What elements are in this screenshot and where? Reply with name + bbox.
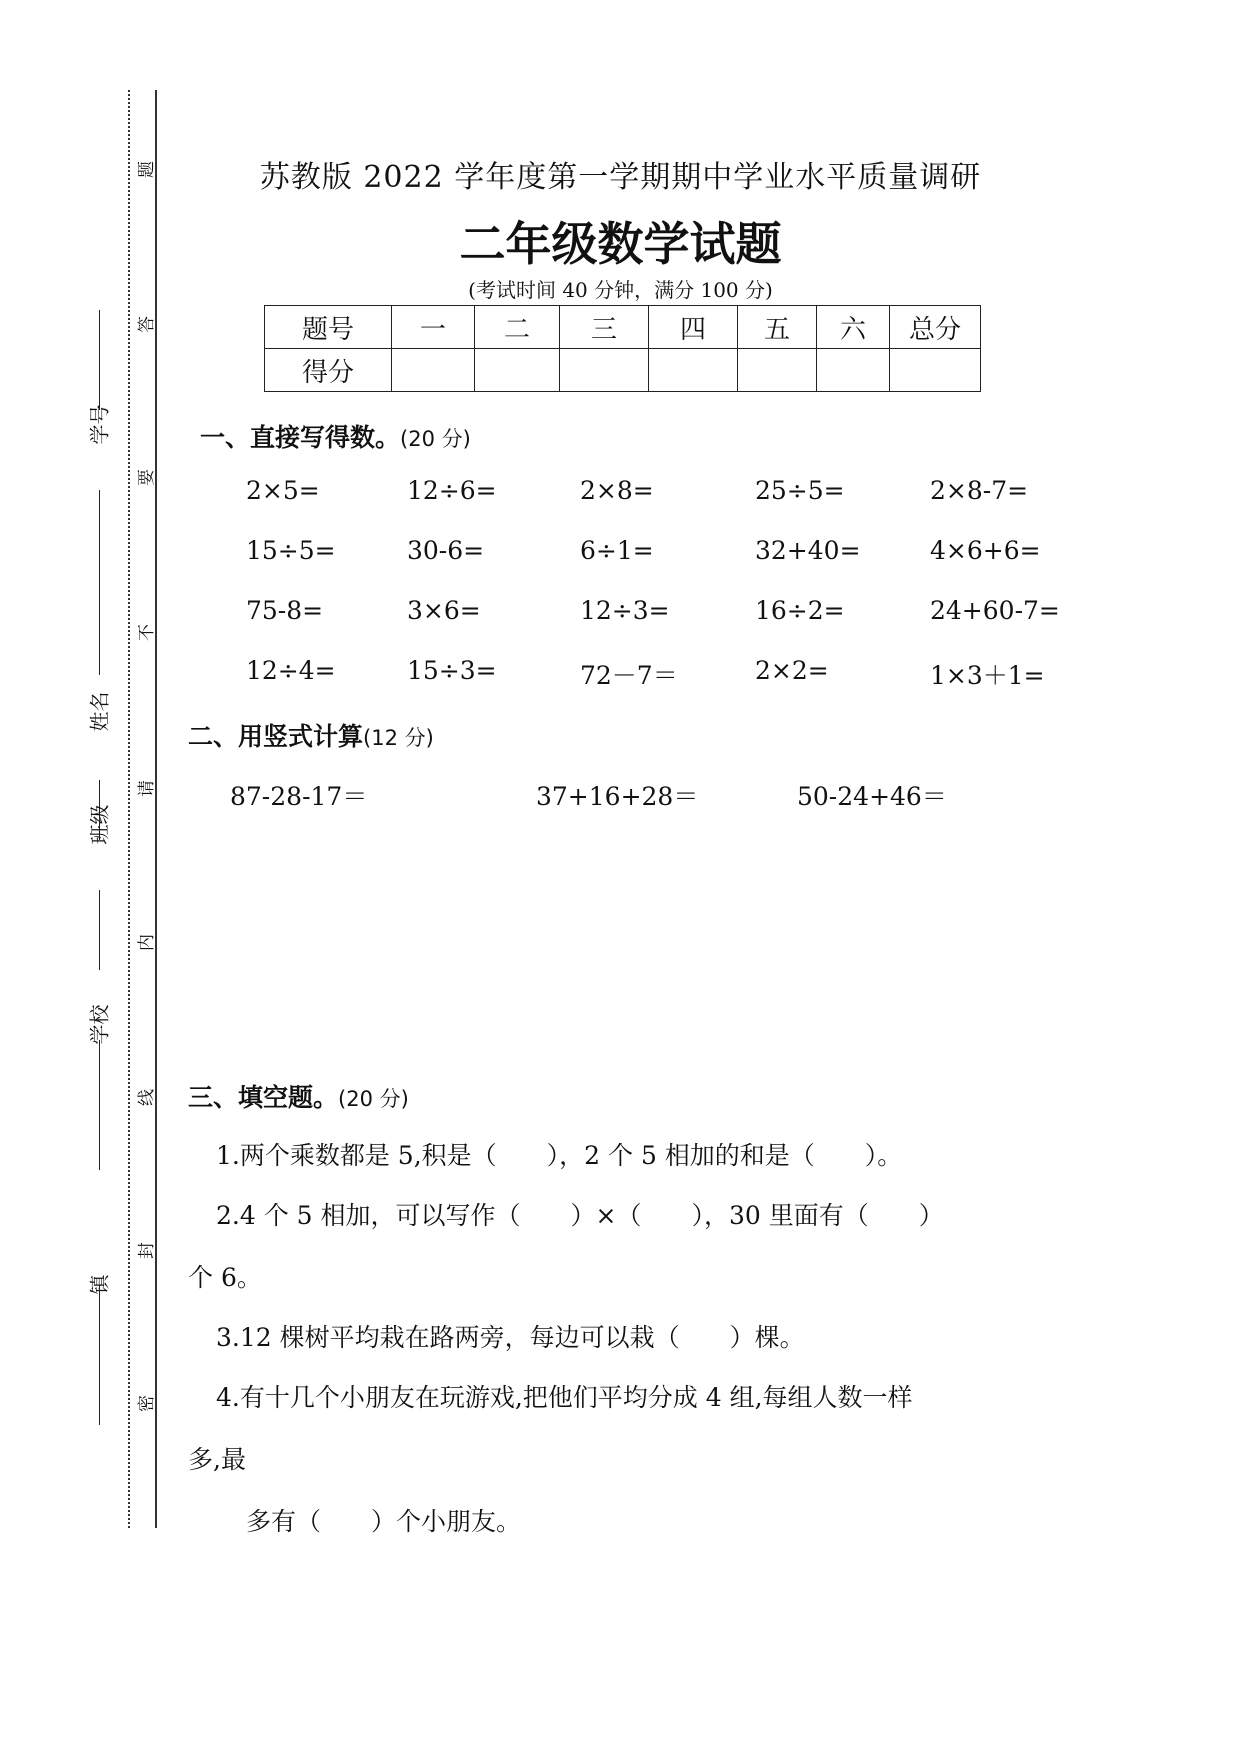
seal-char: 题 — [137, 161, 157, 178]
seal-char: 线 — [137, 1089, 157, 1106]
equation: 6÷1= — [580, 536, 654, 565]
section2-title: 二、用竖式计算(12 分) — [188, 722, 434, 751]
score-cell[interactable] — [738, 349, 817, 392]
seal-char: 答 — [137, 316, 157, 333]
equation: 16÷2= — [755, 596, 845, 625]
vertical-calc-item: 37+16+28＝ — [536, 782, 699, 811]
seal-char: 密 — [137, 1395, 157, 1412]
equation: 2×5= — [246, 476, 320, 505]
town-blank[interactable] — [99, 1285, 100, 1425]
section3-title: 三、填空题。(20 分) — [188, 1083, 409, 1112]
fill-question-1: 1.两个乘数都是 5,积是（ ），2 个 5 相加的和是（ ）。 — [216, 1141, 903, 1170]
vertical-calc-item: 50-24+46＝ — [797, 782, 947, 811]
table-cell: 二 — [475, 306, 560, 349]
seal-char: 封 — [137, 1242, 157, 1259]
seal-char: 不 — [137, 624, 157, 641]
table-cell: 得分 — [265, 349, 392, 392]
name-blank[interactable] — [99, 490, 100, 675]
school-blank-lower[interactable] — [99, 1040, 100, 1170]
student-id-blank[interactable] — [99, 310, 100, 410]
equation: 72－7＝ — [580, 661, 678, 690]
seal-char: 内 — [137, 934, 157, 951]
score-table — [264, 305, 981, 392]
seal-char: 要 — [137, 469, 157, 486]
cut-line-dotted — [128, 90, 130, 1528]
exam-subtitle: (考试时间 40 分钟，满分 100 分) — [468, 278, 773, 302]
town-label: 镇 — [87, 1274, 112, 1295]
equation: 4×6+6= — [930, 536, 1041, 565]
fill-question-4-end: 多有（ ）个小朋友。 — [246, 1507, 522, 1536]
equation: 3×6= — [407, 596, 481, 625]
fill-question-3: 3.12 棵树平均栽在路两旁，每边可以栽（ ）棵。 — [216, 1323, 805, 1352]
exam-title-line2: 二年级数学试题 — [459, 217, 782, 271]
equation: 30-6= — [407, 536, 485, 565]
equation: 32+40= — [755, 536, 861, 565]
equation: 25÷5= — [755, 476, 845, 505]
school-label: 学校 — [87, 1004, 112, 1045]
table-cell: 总分 — [890, 306, 981, 349]
equation: 2×8= — [580, 476, 654, 505]
score-table-score-row — [265, 349, 981, 392]
fill-question-2: 2.4 个 5 相加，可以写作（ ）×（ ），30 里面有（ ） — [216, 1201, 944, 1230]
fill-question-2-cont: 个 6。 — [188, 1263, 262, 1292]
score-cell[interactable] — [392, 349, 475, 392]
margin-border-line — [155, 90, 157, 1528]
equation: 12÷3= — [580, 596, 670, 625]
equation: 2×8-7= — [930, 476, 1029, 505]
score-cell[interactable] — [560, 349, 649, 392]
equation: 24+60-7= — [930, 596, 1060, 625]
score-cell[interactable] — [890, 349, 981, 392]
score-cell[interactable] — [817, 349, 890, 392]
equation: 15÷3= — [407, 656, 497, 685]
vertical-calc-item: 87-28-17＝ — [230, 782, 368, 811]
exam-title-line1: 苏教版 2022 学年度第一学期期中学业水平质量调研 — [259, 160, 982, 195]
table-cell: 六 — [817, 306, 890, 349]
table-cell: 题号 — [265, 306, 392, 349]
score-table-header-row — [265, 306, 981, 349]
score-cell[interactable] — [475, 349, 560, 392]
fill-question-4-cont: 多,最 — [188, 1445, 246, 1474]
score-cell[interactable] — [649, 349, 738, 392]
equation: 2×2= — [755, 656, 829, 685]
equation: 12÷4= — [246, 656, 336, 685]
equation: 12÷6= — [407, 476, 497, 505]
school-blank[interactable] — [99, 890, 100, 970]
equation: 15÷5= — [246, 536, 336, 565]
equation: 75-8= — [246, 596, 324, 625]
section1-title: 一、直接写得数。(20 分) — [200, 423, 471, 452]
fill-question-4: 4.有十几个小朋友在玩游戏,把他们平均分成 4 组,每组人数一样 — [216, 1383, 913, 1412]
table-cell: 三 — [560, 306, 649, 349]
table-cell: 四 — [649, 306, 738, 349]
class-label: 班级 — [87, 804, 112, 845]
student-id-label: 学号 — [87, 404, 112, 445]
name-label: 姓名 — [87, 691, 112, 732]
table-cell: 五 — [738, 306, 817, 349]
table-cell: 一 — [392, 306, 475, 349]
equation: 1×3＋1= — [930, 661, 1045, 690]
seal-char: 请 — [137, 780, 157, 797]
